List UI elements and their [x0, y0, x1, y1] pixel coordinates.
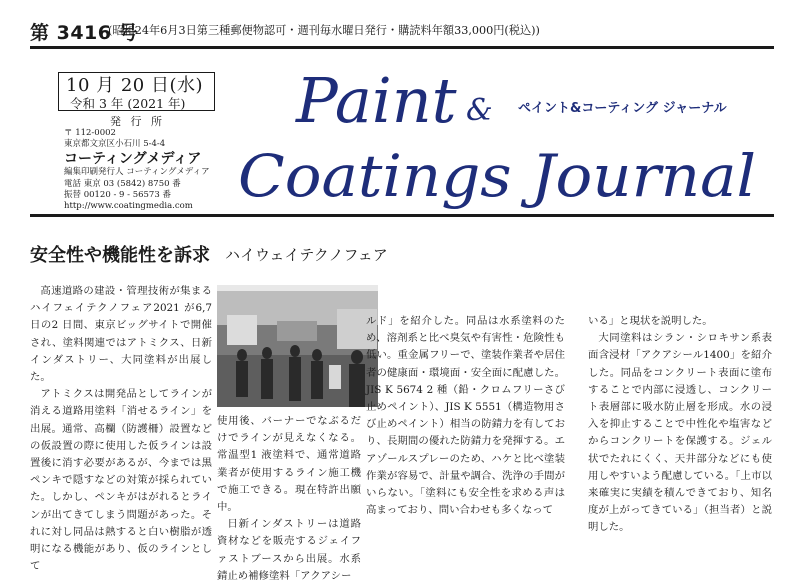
journal-logo [228, 60, 768, 210]
paragraph: 日新インダストリーは道路資材などを販売するジェイファストブースから出展。水系錆止め補修塗料「アクアシー [217, 518, 361, 582]
article-subhead: ハイウェイテクノフェア [225, 246, 388, 264]
paragraph: 使用後、バーナーでなぶるだけでラインが見えなくなる。常温型1 液塗料で、通常道路業者が使用するライン施工機で施工できる。現在特許出願中。 [217, 415, 361, 514]
publisher-label: 発 行 所 [110, 115, 165, 128]
editor-line: 編集印刷発行人 コーティングメディア [64, 167, 210, 177]
issue-number: 第 3416 号 [30, 22, 139, 44]
publisher-address [64, 128, 165, 150]
article-column-3 [366, 313, 565, 519]
phone-line: 電話 東京 03 (5842) 8750 番 [64, 178, 181, 189]
publisher-name: コーティングメディア [64, 151, 202, 167]
paragraph: 高速道路の建設・管理技術が集まるハイフェイテクノフェア2021 が6,7 日の2 日間、東京ビッグサイトで開催され、塗料関連ではアトミクス、日新インダストリー、大同塗料が出展した。 [30, 285, 212, 384]
article-column-1 [30, 283, 212, 575]
issue-date: 10 月 20 日(水) [66, 75, 204, 96]
logo-paint: Paint [296, 64, 457, 137]
exhibition-photo [217, 285, 378, 407]
paragraph: ルド」を紹介した。同品は水系塗料のため、溶剤系と比べ臭気や有害性・危険性も低い。重金属フリーで、塗装作業者や居住者の健康面・環境面・安全面に配慮した。JIS K 5674 2 種（鉛・クロムフリーさび止めペイント）、JIS K 5551（構造物用さび止めペイント）相当の防錆力を有しており、長期間の優れた防錆力を発揮する。エアゾールスプレーのため、ハケと比べ塗装作業が容易で、計量や調合、洗浄の手間がいらない。「塗料にも安全性を求める声は高まっており、問い合わせも多くなって [366, 315, 565, 517]
logo-ampersand: & [466, 93, 493, 128]
article-column-4 [588, 313, 772, 537]
article-headline: 安全性や機能性を訴求 [30, 245, 210, 266]
masthead-rule [30, 214, 774, 217]
street-address: 東京都文京区小石川 5-4-4 [64, 139, 166, 149]
publisher-contact [64, 167, 210, 202]
paragraph: いる」と現状を説明した。 [588, 315, 713, 327]
issue-info: (昭和24年6月3日第三種郵便物認可・週刊毎水曜日発行・購読料年額33,000円(税込)) [108, 24, 540, 37]
era-date: 令和 3 年 (2021 年) [70, 96, 186, 111]
article-column-2 [217, 413, 361, 585]
postal-code: 〒 112-0002 [64, 128, 116, 138]
logo-coatings-journal: Coatings Journal [238, 142, 756, 210]
paragraph: アトミクスは開発品としてラインが消える道路用塗料「消せるライン」を出展。通常、高欄（防護柵）設置などの仮設置の際に使用した仮ラインは設置後に消す必要があるが、今までは黒ペンキで隠すなどの対策が採られていた。しかし、ペンキがはがれるとラインが出てきてしまう問題があった。それに対し同品は熱すると白い樹脂が透明になる機能があり、仮のラインとして [30, 388, 212, 573]
paragraph: 大同塗料はシラン・シロキサン系表面含浸材「アクアシール1400」を紹介した。同品をコンクリート表面に塗布することで内部に浸透し、コンクリート表層部に吸水防止層を形成。水の浸入を抑止することで中性化や塩害などからコンクリートを保護する。ジェル状でたれにくく、天井部分などにも使用しやすいよう配慮している。「上市以来確実に実績を積んできており、知名度が上がってきている」（担当者）と説明した。 [588, 332, 772, 534]
transfer-line: 振替 00120 - 9 - 56573 番 [64, 190, 171, 200]
logo-kana: ペイント&コーティング ジャーナル [518, 101, 727, 116]
top-rule [30, 46, 774, 49]
website-url[interactable]: http://www.coatingmedia.com [64, 201, 193, 211]
